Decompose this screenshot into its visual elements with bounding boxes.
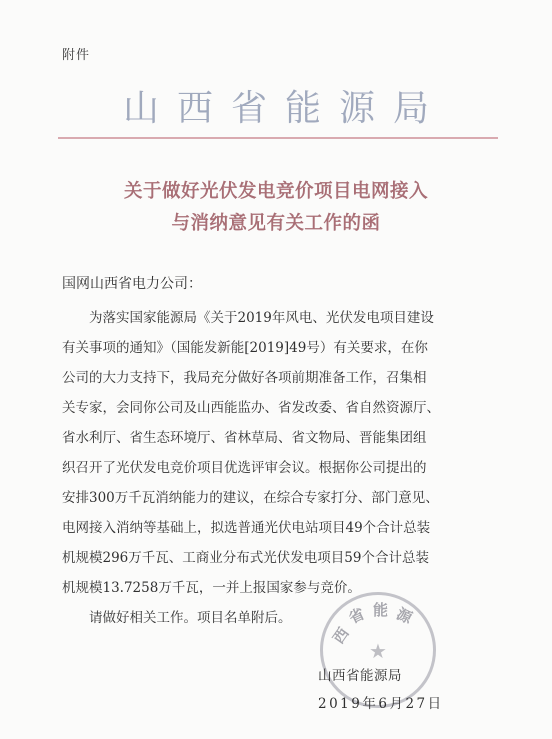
seal-star-icon: ★ [369, 639, 387, 663]
body-line: 织召开了光伏发电竞价项目优选评审会议。根据你公司提出的 [62, 460, 427, 476]
body-line: 关专家，会同你公司及山西能监办、省发改委、省自然资源厅、 [62, 400, 440, 416]
signature-date: 2019年6月27日 [318, 696, 444, 712]
official-seal [320, 592, 436, 708]
body-line: 省水利厅、省生态环境厅、省林草局、省文物局、晋能集团组 [62, 430, 427, 446]
body-line: 机规模13.7258万千瓦，一并上报国家参与竞价。 [62, 580, 361, 596]
attachment-label: 附件 [62, 48, 91, 63]
body-line: 安排300万千瓦消纳能力的建议，在综合专家打分、部门意见、 [62, 490, 439, 506]
letterhead-divider [58, 137, 498, 139]
closing-line: 请做好相关工作。项目名单附后。 [62, 610, 292, 626]
agency-letterhead: 山西省能源局 [122, 88, 447, 129]
seal-char: 省 [346, 604, 368, 628]
body-line: 公司的大力支持下，我局充分做好各项前期准备工作，召集相 [62, 370, 427, 386]
document-title-line-2: 与消纳意见有关工作的函 [171, 213, 381, 234]
document-title [0, 176, 552, 240]
seal-char: 能 [373, 601, 389, 619]
seal-char: 西 [329, 624, 353, 648]
seal-char: 源 [393, 604, 415, 628]
recipient: 国网山西省电力公司： [62, 276, 202, 292]
body-line: 为落实国家能源局《关于2019年风电、光伏发电项目建设 [62, 310, 434, 326]
body-line: 机规模296万千瓦、工商业分布式光伏发电项目59个合计总装 [62, 550, 429, 566]
letter-body [62, 303, 502, 633]
document-title-line-1: 关于做好光伏发电竞价项目电网接入 [123, 181, 428, 202]
body-line: 电网接入消纳等基础上，拟选普通光伏电站项目49个合计总装 [62, 520, 431, 536]
sender-name: 山西省能源局 [318, 668, 402, 684]
body-line: 有关事项的通知》（国能发新能[2019]49号）有关要求，在你 [62, 340, 428, 356]
